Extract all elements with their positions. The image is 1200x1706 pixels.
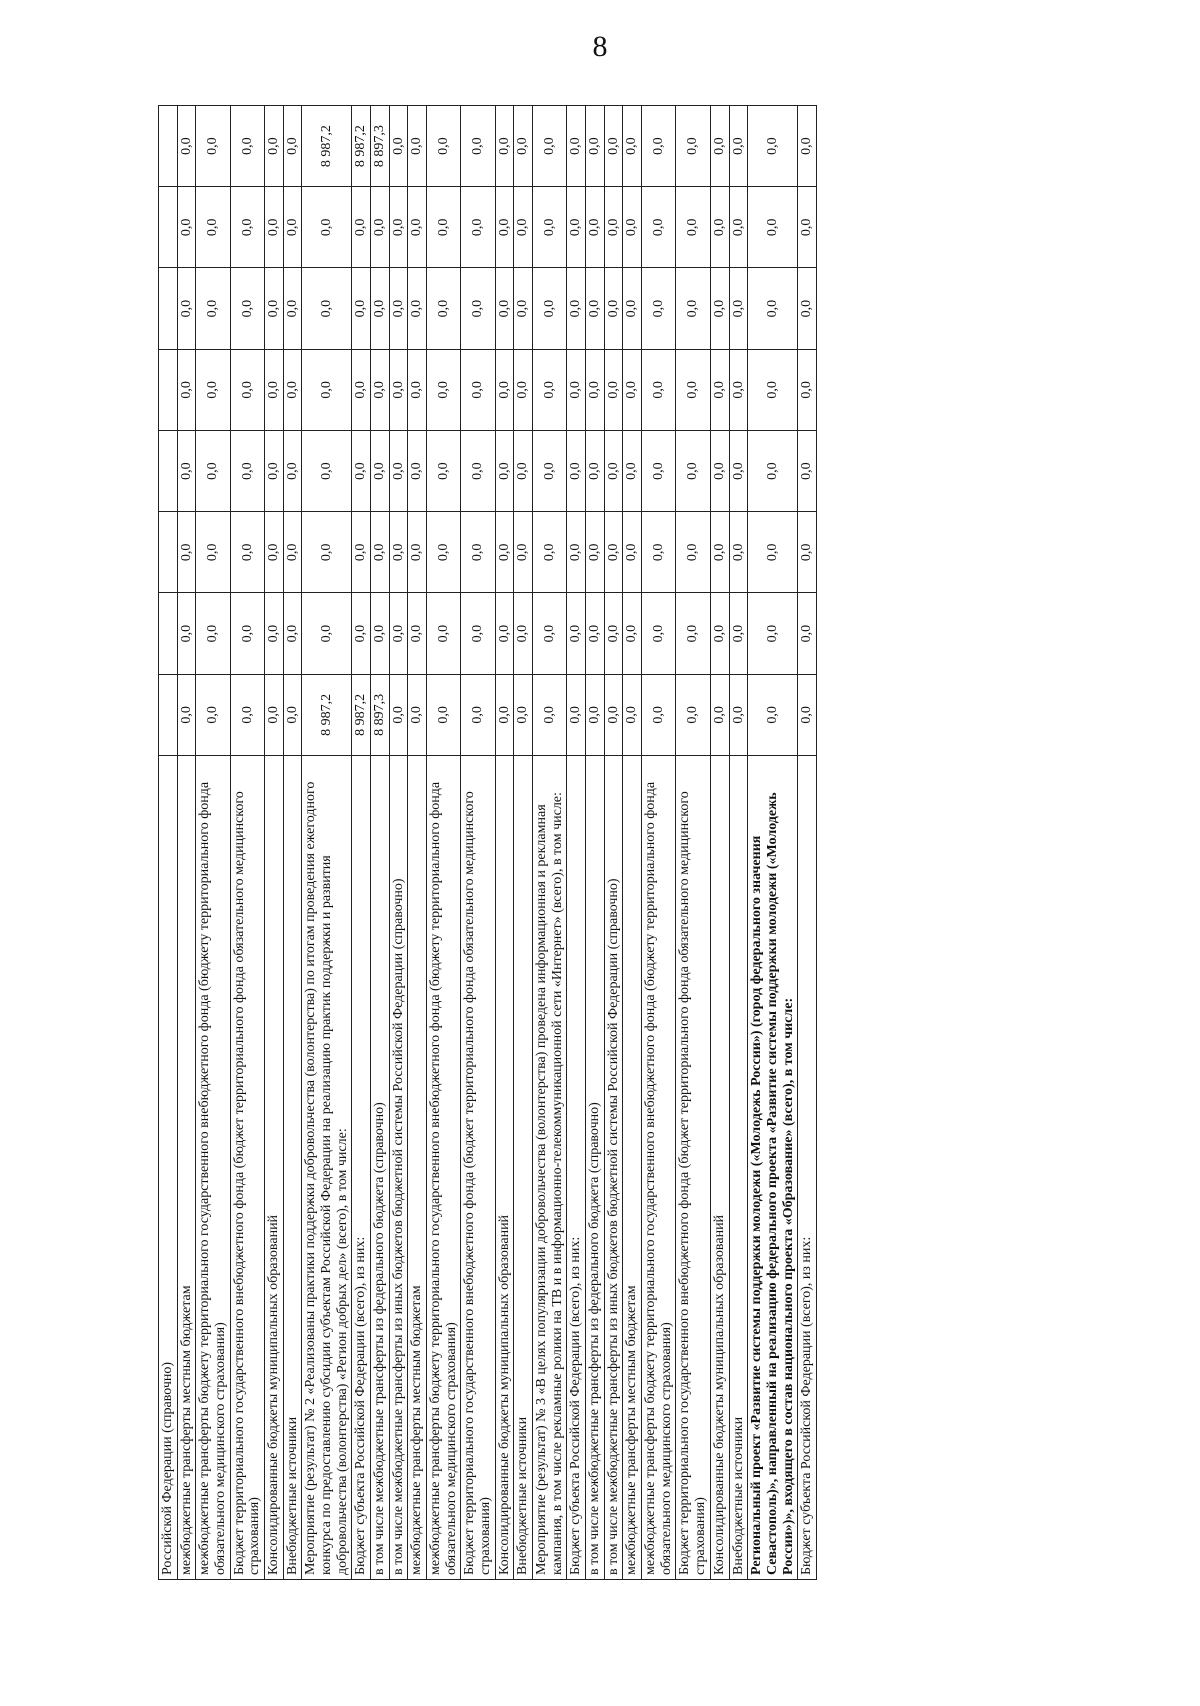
value-cell: 0,0 xyxy=(283,187,302,268)
value-cell: 0,0 xyxy=(196,593,230,674)
value-cell: 0,0 xyxy=(567,593,586,674)
value-cell: 0,0 xyxy=(604,106,623,187)
value-cell: 0,0 xyxy=(533,268,567,349)
rotated-table-container xyxy=(158,106,1058,1580)
value-cell: 0,0 xyxy=(642,349,676,430)
value-cell: 0,0 xyxy=(461,187,495,268)
value-cell: 0,0 xyxy=(710,187,729,268)
value-cell: 0,0 xyxy=(533,187,567,268)
row-label: Консолидированные бюджеты муниципальных образований xyxy=(495,756,514,1580)
value-cell: 0,0 xyxy=(710,268,729,349)
value-cell: 0,0 xyxy=(265,187,284,268)
value-cell: 0,0 xyxy=(729,106,748,187)
value-cell: 0,0 xyxy=(623,187,642,268)
value-cell: 0,0 xyxy=(461,431,495,512)
value-cell: 0,0 xyxy=(533,106,567,187)
value-cell: 0,0 xyxy=(676,593,710,674)
value-cell: 0,0 xyxy=(748,593,798,674)
value-cell: 0,0 xyxy=(533,674,567,755)
page-number: 8 xyxy=(592,30,608,63)
value-cell: 0,0 xyxy=(230,349,264,430)
value-cell: 0,0 xyxy=(567,512,586,593)
value-cell: 0,0 xyxy=(623,349,642,430)
value-cell: 0,0 xyxy=(371,349,390,430)
value-cell: 0,0 xyxy=(352,349,371,430)
value-cell: 0,0 xyxy=(302,512,352,593)
value-cell: 0,0 xyxy=(461,593,495,674)
value-cell: 0,0 xyxy=(676,106,710,187)
value-cell: 0,0 xyxy=(283,431,302,512)
row-label: Мероприятие (результат) № 2 «Реализованы практики поддержки добровольчества (волонтерства) по итогам проведения ежегодного конкурса по предоставлению субсидии субъектам Российской Федерации на реализацию практик поддержки и развития добровольчества (волонтерства) «Регион добрых дел» (всего), в том числе: xyxy=(302,756,352,1580)
value-cell: 0,0 xyxy=(676,512,710,593)
value-cell: 0,0 xyxy=(371,268,390,349)
value-cell: 0,0 xyxy=(230,593,264,674)
value-cell: 0,0 xyxy=(196,512,230,593)
row-label: Бюджет субъекта Российской Федерации (всего), из них: xyxy=(567,756,586,1580)
value-cell: 0,0 xyxy=(798,512,817,593)
table-row xyxy=(586,106,605,1580)
value-cell: 0,0 xyxy=(177,187,196,268)
value-cell: 0,0 xyxy=(495,187,514,268)
value-cell: 0,0 xyxy=(389,431,408,512)
value-cell: 8 897,3 xyxy=(371,674,390,755)
value-cell: 0,0 xyxy=(748,431,798,512)
value-cell: 0,0 xyxy=(567,431,586,512)
row-label: межбюджетные трансферты местным бюджетам xyxy=(623,756,642,1580)
row-label: межбюджетные трансферты бюджету территориального государственного внебюджетного фонда (бюджету территориального фонда обязательного медицинского страхования) xyxy=(427,756,461,1580)
value-cell: 0,0 xyxy=(729,349,748,430)
table-row xyxy=(623,106,642,1580)
value-cell: 0,0 xyxy=(710,512,729,593)
value-cell: 0,0 xyxy=(676,268,710,349)
row-label: Бюджет территориального государственного внебюджетного фонда (бюджет территориального фонда обязательного медицинского страхования) xyxy=(676,756,710,1580)
value-cell: 0,0 xyxy=(177,349,196,430)
table-row xyxy=(389,106,408,1580)
value-cell: 0,0 xyxy=(389,512,408,593)
value-cell: 0,0 xyxy=(604,187,623,268)
value-cell: 0,0 xyxy=(710,106,729,187)
value-cell: 0,0 xyxy=(676,187,710,268)
value-cell: 0,0 xyxy=(495,512,514,593)
value-cell: 0,0 xyxy=(514,106,533,187)
value-cell: 0,0 xyxy=(710,674,729,755)
value-cell: 8 987,2 xyxy=(302,674,352,755)
value-cell: 0,0 xyxy=(514,268,533,349)
row-label: Бюджет субъекта Российской Федерации (всего), из них: xyxy=(352,756,371,1580)
table-row xyxy=(798,106,817,1580)
value-cell: 0,0 xyxy=(586,593,605,674)
value-cell: 0,0 xyxy=(230,106,264,187)
table-row xyxy=(729,106,748,1580)
value-cell: 0,0 xyxy=(642,593,676,674)
table-row xyxy=(533,106,567,1580)
value-cell xyxy=(159,512,178,593)
value-cell: 0,0 xyxy=(283,106,302,187)
value-cell: 0,0 xyxy=(798,106,817,187)
value-cell xyxy=(159,431,178,512)
value-cell: 0,0 xyxy=(604,593,623,674)
value-cell: 0,0 xyxy=(642,431,676,512)
value-cell: 0,0 xyxy=(177,512,196,593)
value-cell: 0,0 xyxy=(567,268,586,349)
value-cell: 0,0 xyxy=(586,187,605,268)
value-cell: 0,0 xyxy=(408,187,427,268)
value-cell: 0,0 xyxy=(408,593,427,674)
value-cell: 0,0 xyxy=(586,268,605,349)
value-cell: 0,0 xyxy=(514,512,533,593)
row-label: в том числе межбюджетные трансферты из федерального бюджета (справочно) xyxy=(371,756,390,1580)
value-cell: 0,0 xyxy=(798,431,817,512)
value-cell: 0,0 xyxy=(177,268,196,349)
value-cell: 0,0 xyxy=(533,512,567,593)
value-cell: 0,0 xyxy=(729,268,748,349)
value-cell: 0,0 xyxy=(604,674,623,755)
value-cell: 0,0 xyxy=(230,674,264,755)
value-cell: 0,0 xyxy=(461,106,495,187)
value-cell: 0,0 xyxy=(177,431,196,512)
value-cell: 0,0 xyxy=(265,106,284,187)
value-cell: 0,0 xyxy=(642,268,676,349)
value-cell: 0,0 xyxy=(427,431,461,512)
value-cell: 0,0 xyxy=(177,593,196,674)
value-cell: 0,0 xyxy=(495,593,514,674)
value-cell: 0,0 xyxy=(302,431,352,512)
table-row xyxy=(265,106,284,1580)
value-cell: 0,0 xyxy=(642,106,676,187)
row-label: в том числе межбюджетные трансферты из федерального бюджета (справочно) xyxy=(586,756,605,1580)
value-cell xyxy=(159,187,178,268)
value-cell: 0,0 xyxy=(567,106,586,187)
row-label: в том числе межбюджетные трансферты из иных бюджетов бюджетной системы Российской Федерации (справочно) xyxy=(389,756,408,1580)
value-cell: 0,0 xyxy=(604,349,623,430)
value-cell: 0,0 xyxy=(283,349,302,430)
value-cell: 0,0 xyxy=(748,512,798,593)
value-cell: 0,0 xyxy=(352,187,371,268)
table-row xyxy=(748,106,798,1580)
value-cell: 0,0 xyxy=(514,593,533,674)
value-cell: 0,0 xyxy=(461,674,495,755)
table-row xyxy=(177,106,196,1580)
row-label: Бюджет территориального государственного внебюджетного фонда (бюджет территориального фонда обязательного медицинского страхования) xyxy=(230,756,264,1580)
value-cell: 8 987,2 xyxy=(352,674,371,755)
row-label: межбюджетные трансферты бюджету территориального государственного внебюджетного фонда (бюджету территориального фонда обязательного медицинского страхования) xyxy=(642,756,676,1580)
table-row xyxy=(461,106,495,1580)
value-cell: 0,0 xyxy=(389,593,408,674)
value-cell: 0,0 xyxy=(352,431,371,512)
value-cell: 0,0 xyxy=(196,268,230,349)
value-cell: 0,0 xyxy=(798,593,817,674)
value-cell: 0,0 xyxy=(604,512,623,593)
value-cell: 0,0 xyxy=(302,593,352,674)
value-cell: 0,0 xyxy=(729,674,748,755)
table-row xyxy=(495,106,514,1580)
value-cell: 8 987,2 xyxy=(352,106,371,187)
value-cell: 8 987,2 xyxy=(302,106,352,187)
value-cell: 0,0 xyxy=(495,268,514,349)
value-cell: 0,0 xyxy=(265,349,284,430)
value-cell: 0,0 xyxy=(196,187,230,268)
row-label: Внебюджетные источники xyxy=(514,756,533,1580)
value-cell: 0,0 xyxy=(514,431,533,512)
value-cell: 0,0 xyxy=(283,512,302,593)
value-cell: 0,0 xyxy=(265,268,284,349)
value-cell: 0,0 xyxy=(514,674,533,755)
value-cell: 0,0 xyxy=(352,593,371,674)
value-cell: 0,0 xyxy=(710,593,729,674)
table-row xyxy=(408,106,427,1580)
value-cell: 0,0 xyxy=(408,431,427,512)
value-cell: 0,0 xyxy=(586,512,605,593)
value-cell: 0,0 xyxy=(196,349,230,430)
value-cell: 0,0 xyxy=(461,512,495,593)
value-cell: 0,0 xyxy=(748,268,798,349)
value-cell: 0,0 xyxy=(302,268,352,349)
value-cell: 0,0 xyxy=(352,268,371,349)
value-cell: 0,0 xyxy=(265,593,284,674)
value-cell: 0,0 xyxy=(495,674,514,755)
value-cell: 0,0 xyxy=(302,187,352,268)
value-cell: 0,0 xyxy=(495,431,514,512)
value-cell: 0,0 xyxy=(533,431,567,512)
value-cell: 0,0 xyxy=(623,106,642,187)
value-cell: 0,0 xyxy=(371,187,390,268)
table-row xyxy=(196,106,230,1580)
value-cell: 0,0 xyxy=(748,674,798,755)
row-label: Консолидированные бюджеты муниципальных образований xyxy=(710,756,729,1580)
row-label: Внебюджетные источники xyxy=(283,756,302,1580)
value-cell: 0,0 xyxy=(586,674,605,755)
table-row xyxy=(427,106,461,1580)
table-row xyxy=(230,106,264,1580)
value-cell: 0,0 xyxy=(623,512,642,593)
value-cell xyxy=(159,349,178,430)
value-cell: 8 897,3 xyxy=(371,106,390,187)
value-cell: 0,0 xyxy=(389,349,408,430)
value-cell: 0,0 xyxy=(265,431,284,512)
value-cell: 0,0 xyxy=(177,106,196,187)
value-cell: 0,0 xyxy=(389,674,408,755)
value-cell: 0,0 xyxy=(196,106,230,187)
value-cell: 0,0 xyxy=(427,512,461,593)
value-cell: 0,0 xyxy=(533,593,567,674)
value-cell: 0,0 xyxy=(427,106,461,187)
value-cell: 0,0 xyxy=(408,512,427,593)
value-cell: 0,0 xyxy=(748,349,798,430)
value-cell: 0,0 xyxy=(230,512,264,593)
value-cell: 0,0 xyxy=(495,106,514,187)
value-cell: 0,0 xyxy=(586,431,605,512)
value-cell: 0,0 xyxy=(371,593,390,674)
value-cell: 0,0 xyxy=(623,268,642,349)
value-cell: 0,0 xyxy=(676,431,710,512)
value-cell xyxy=(159,593,178,674)
row-label: Российской Федерации (справочно) xyxy=(159,756,178,1580)
table-row xyxy=(710,106,729,1580)
value-cell: 0,0 xyxy=(567,349,586,430)
row-label: Консолидированные бюджеты муниципальных образований xyxy=(265,756,284,1580)
value-cell: 0,0 xyxy=(676,674,710,755)
value-cell: 0,0 xyxy=(676,349,710,430)
row-label: межбюджетные трансферты местным бюджетам xyxy=(177,756,196,1580)
value-cell: 0,0 xyxy=(604,268,623,349)
value-cell: 0,0 xyxy=(230,268,264,349)
value-cell: 0,0 xyxy=(533,349,567,430)
row-label: Региональный проект «Развитие системы поддержки молодежи («Молодежь России») (город федерального значения Севастополь)», направленный на реализацию федерального проекта «Развитие системы поддержки молодежи («Молодежь России»)», входящего в состав национального проекта «Образование» (всего), в том числе: xyxy=(748,756,798,1580)
value-cell: 0,0 xyxy=(427,187,461,268)
value-cell: 0,0 xyxy=(748,106,798,187)
table-row xyxy=(371,106,390,1580)
value-cell: 0,0 xyxy=(371,431,390,512)
value-cell: 0,0 xyxy=(729,512,748,593)
value-cell: 0,0 xyxy=(710,349,729,430)
value-cell: 0,0 xyxy=(514,349,533,430)
value-cell: 0,0 xyxy=(642,674,676,755)
value-cell: 0,0 xyxy=(283,268,302,349)
value-cell: 0,0 xyxy=(586,106,605,187)
table-row xyxy=(302,106,352,1580)
value-cell: 0,0 xyxy=(408,268,427,349)
value-cell: 0,0 xyxy=(495,349,514,430)
value-cell: 0,0 xyxy=(427,349,461,430)
value-cell: 0,0 xyxy=(798,674,817,755)
table-row xyxy=(604,106,623,1580)
value-cell: 0,0 xyxy=(642,187,676,268)
value-cell: 0,0 xyxy=(642,512,676,593)
value-cell xyxy=(159,268,178,349)
value-cell: 0,0 xyxy=(265,512,284,593)
value-cell: 0,0 xyxy=(586,349,605,430)
value-cell: 0,0 xyxy=(567,674,586,755)
value-cell: 0,0 xyxy=(798,187,817,268)
value-cell: 0,0 xyxy=(196,674,230,755)
table-row xyxy=(642,106,676,1580)
value-cell: 0,0 xyxy=(798,268,817,349)
value-cell: 0,0 xyxy=(196,431,230,512)
value-cell: 0,0 xyxy=(567,187,586,268)
value-cell: 0,0 xyxy=(408,106,427,187)
budget-table xyxy=(158,105,817,1580)
value-cell: 0,0 xyxy=(623,593,642,674)
row-label: в том числе межбюджетные трансферты из иных бюджетов бюджетной системы Российской Федерации (справочно) xyxy=(604,756,623,1580)
value-cell: 0,0 xyxy=(461,268,495,349)
value-cell: 0,0 xyxy=(729,593,748,674)
value-cell xyxy=(159,674,178,755)
value-cell: 0,0 xyxy=(461,349,495,430)
value-cell: 0,0 xyxy=(623,674,642,755)
value-cell: 0,0 xyxy=(514,187,533,268)
table-row xyxy=(159,106,178,1580)
table-row xyxy=(514,106,533,1580)
row-label: Бюджет субъекта Российской Федерации (всего), из них: xyxy=(798,756,817,1580)
value-cell: 0,0 xyxy=(230,431,264,512)
row-label: межбюджетные трансферты бюджету территориального государственного внебюджетного фонда (бюджету территориального фонда обязательного медицинского страхования) xyxy=(196,756,230,1580)
value-cell xyxy=(159,106,178,187)
value-cell: 0,0 xyxy=(604,431,623,512)
value-cell: 0,0 xyxy=(427,674,461,755)
value-cell: 0,0 xyxy=(389,268,408,349)
value-cell: 0,0 xyxy=(729,431,748,512)
value-cell: 0,0 xyxy=(283,674,302,755)
value-cell: 0,0 xyxy=(798,349,817,430)
value-cell: 0,0 xyxy=(623,431,642,512)
value-cell: 0,0 xyxy=(729,187,748,268)
value-cell: 0,0 xyxy=(710,431,729,512)
value-cell: 0,0 xyxy=(283,593,302,674)
value-cell: 0,0 xyxy=(371,512,390,593)
value-cell: 0,0 xyxy=(427,593,461,674)
value-cell: 0,0 xyxy=(748,187,798,268)
row-label: Бюджет территориального государственного внебюджетного фонда (бюджет территориального фонда обязательного медицинского страхования) xyxy=(461,756,495,1580)
value-cell: 0,0 xyxy=(389,106,408,187)
table-body xyxy=(159,106,817,1580)
row-label: Внебюджетные источники xyxy=(729,756,748,1580)
value-cell: 0,0 xyxy=(302,349,352,430)
value-cell: 0,0 xyxy=(389,187,408,268)
value-cell: 0,0 xyxy=(230,187,264,268)
table-row xyxy=(676,106,710,1580)
value-cell: 0,0 xyxy=(408,674,427,755)
value-cell: 0,0 xyxy=(427,268,461,349)
row-label: Мероприятие (результат) № 3 «В целях популяризации добровольчества (волонтерства) проведена информационная и рекламная кампания, в том числе рекламные ролики на ТВ и в информационно-телекоммуникационной сети «Интернет» (всего), в том числе: xyxy=(533,756,567,1580)
value-cell: 0,0 xyxy=(352,512,371,593)
table-row xyxy=(567,106,586,1580)
value-cell: 0,0 xyxy=(265,674,284,755)
table-row xyxy=(283,106,302,1580)
row-label: межбюджетные трансферты местным бюджетам xyxy=(408,756,427,1580)
table-row xyxy=(352,106,371,1580)
value-cell: 0,0 xyxy=(408,349,427,430)
value-cell: 0,0 xyxy=(177,674,196,755)
